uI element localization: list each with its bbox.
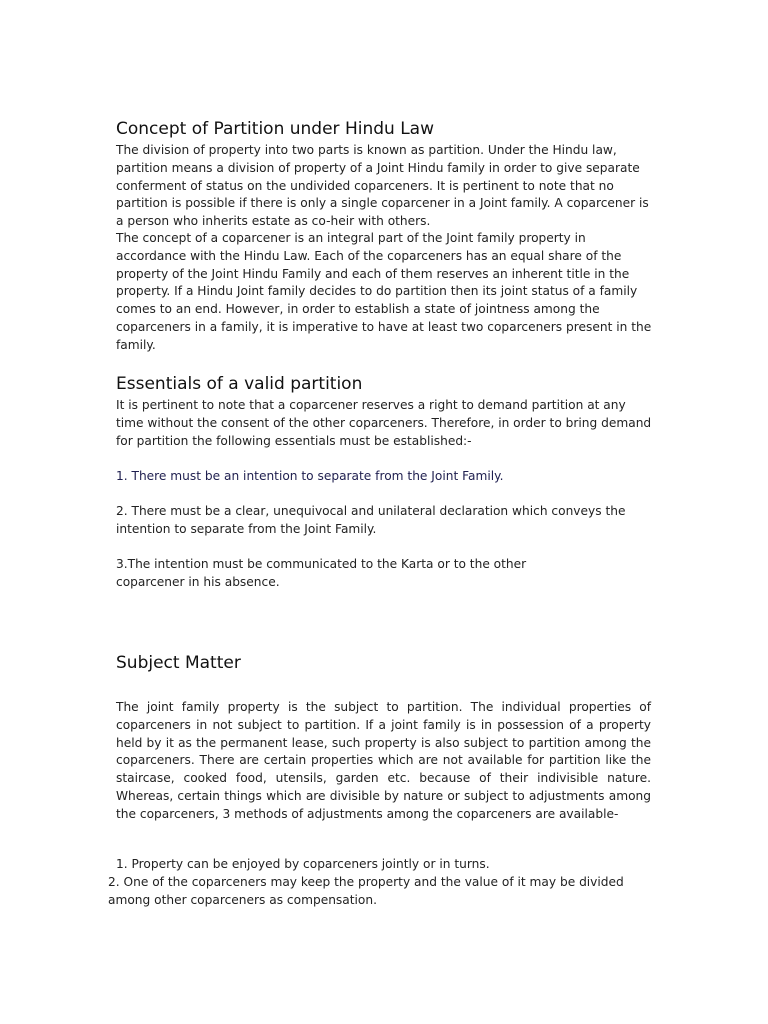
method-item-1: 1. Property can be enjoyed by coparceners jointly or in turns. xyxy=(116,857,490,871)
method-item-2-line-1: 2. One of the coparceners may keep the property and the value of it may be divided xyxy=(108,875,624,889)
concept-paragraph-2: The concept of a coparcener is an integral part of the Joint family property in accordance with the Hindu Law. Each of the coparceners has an equal share of the property of the Joint Hindu Family and each of them reserves an inherent title in the property. If a Hindu Joint family decides to do partition then its joint status of a family comes to an end. However, in order to establish a state of jointness among the coparceners in a family, it is imperative to have at least two coparceners present in the family. xyxy=(116,231,652,352)
essential-item-3-line-2: coparcener in his absence. xyxy=(116,575,280,589)
essential-item-3-line-1: 3.The intention must be communicated to the Karta or to the other xyxy=(116,557,527,571)
method-item-2-line-2: among other coparceners as compensation. xyxy=(108,893,377,907)
concept-paragraph-1: The division of property into two parts is known as partition. Under the Hindu law, partition means a division of property of a Joint Hindu family in order to give separate conferment of status on the undivided coparceners. It is pertinent to note that no partition is possible if there is only a single coparcener in a Joint family. A coparcener is a person who inherits estate as co-heir with others. xyxy=(116,143,649,229)
subject-paragraph: The joint family property is the subject to partition. The individual properties of coparceners in not subject to partition. If a joint family is in possession of a property held by it as the permanent lease, such property is also subject to partition among the coparceners. There are certain properties which are not available for partition like the staircase, cooked food, utensils, garden etc. because of their indivisible nature. Whereas, certain things which are divisible by nature or subject to adjustments among the coparceners, 3 methods of adjustments among the coparceners are available- xyxy=(116,700,651,821)
essentials-intro: It is pertinent to note that a coparcener reserves a right to demand partition at any time without the consent of the other coparceners. Therefore, in order to bring demand for partition the following essentials must be established:- xyxy=(116,398,652,448)
section-heading-essentials: Essentials of a valid partition xyxy=(116,374,363,394)
essential-item-2: 2. There must be a clear, unequivocal and unilateral declaration which conveys the intention to separate from the Joint Family. xyxy=(116,504,626,536)
essential-item-1: 1. There must be an intention to separate from the Joint Family. xyxy=(116,469,504,483)
section-heading-concept: Concept of Partition under Hindu Law xyxy=(116,119,434,139)
section-heading-subject: Subject Matter xyxy=(116,653,241,673)
